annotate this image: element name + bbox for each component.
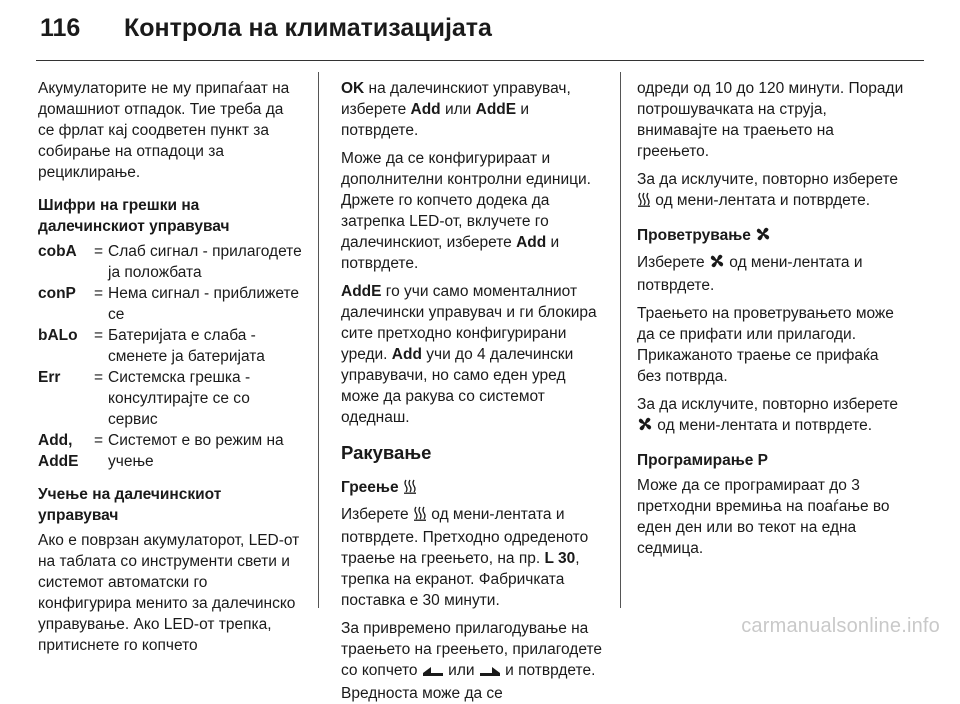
paragraph: Изберете од мени-лентата и потврдете. (637, 254, 863, 294)
paragraph: Траењето на проветрувањето може да се прифати или прилагоди. Прикажаното траење се прифаќа без потврда. (637, 305, 894, 385)
equals-sign: = (94, 432, 104, 449)
paragraph: одреди од 10 до 120 минути. Поради потрошувачката на струја, внимавајте на траењето на греењето. (637, 80, 904, 160)
equals-sign: = (94, 243, 104, 260)
table-row (38, 283, 303, 325)
error-description: Системска грешка - консултирајте се со сервис (108, 369, 251, 428)
adde-label: AddE (475, 101, 517, 118)
equals-sign: = (94, 285, 104, 302)
column-1 (38, 78, 303, 654)
remote-learning-heading: Учење на далечинскиот управувач (38, 486, 222, 524)
column-divider (318, 72, 319, 608)
heating-icon (413, 506, 427, 527)
error-code: Err (38, 369, 61, 386)
column-2 (341, 78, 606, 702)
error-code: bALo (38, 327, 78, 344)
equals-sign: = (94, 369, 104, 386)
handling-heading: Ракување (341, 442, 432, 463)
error-code: Add, AddE (38, 432, 79, 470)
paragraph: OK на далечинскиот управувач, изберете Add или AddE и потврдете. (341, 80, 571, 139)
ok-label: OK (341, 80, 365, 97)
table-row (38, 241, 303, 283)
error-code: cobA (38, 243, 77, 260)
watermark: carmanualsonline.info (741, 615, 940, 637)
duration-value: L 30 (544, 550, 576, 567)
paragraph: AddE го учи само моменталниот далечински управувач и ги блокира сите претходно конфигурирани уреди. Add учи до 4 далечински управувачи, но само еден уред може да ракува со системот одеднаш. (341, 283, 597, 426)
error-codes-heading: Шифри на грешки на далечинскиот управувач (38, 197, 230, 235)
adde-label: AddE (341, 283, 382, 300)
fan-icon (755, 226, 771, 248)
heating-icon (637, 192, 651, 213)
heating-icon (403, 479, 417, 500)
error-description: Нема сигнал - приближете се (108, 285, 300, 323)
add-label: Add (391, 346, 422, 363)
ventilation-heading: Проветрување (637, 225, 905, 248)
battery-disposal-text: Акумулаторите не му припаѓаат на домашниот отпадок. Тие треба да се фрлат кај соодветен пункт за собирање на отпадоци за рециклирање. (38, 80, 290, 181)
column-divider (620, 72, 621, 608)
arrow-right-icon (479, 662, 501, 683)
programming-heading: Програмирање P (637, 452, 769, 469)
page-title: Контрола на климатизацијата (124, 14, 492, 42)
equals-sign: = (94, 327, 104, 344)
paragraph: За привремено прилагодување на траењето на греењето, прилагодете со копчето или и потврдете. Вредноста може да се (341, 620, 602, 702)
arrow-left-icon (422, 662, 444, 683)
page-header (40, 14, 920, 48)
add-label: Add (410, 101, 441, 118)
paragraph: Може да се конфигурираат и дополнителни контролни единици. Држете го копчето додека да затрепка LED-от, вклучете го далечинскиот, изберете Add и потврдете. (341, 150, 591, 272)
paragraph: Изберете од мени-лентата и потврдете. Претходно одреденото траење на греењето, на пр. L 30, трепка на екранот. Фабричката поставка е 30 минути. (341, 506, 589, 609)
table-row (38, 325, 303, 367)
paragraph: Може да се програмираат до 3 претходни времиња на поаѓање во еден ден или во текот на една седмица. (637, 477, 890, 557)
add-label: Add (516, 234, 547, 251)
header-rule (36, 60, 924, 61)
error-description: Системот е во режим на учење (108, 432, 284, 470)
paragraph: За да исклучите, повторно изберете од мени-лентата и потврдете. (637, 169, 905, 213)
remote-learning-text: Ако е поврзан акумулаторот, LED-от на таблата со инструменти свети и системот автоматски го конфигурира менито за далечинско управување. Ако LED-от трепка, притиснете го копчето (38, 532, 300, 654)
fan-icon (709, 253, 725, 275)
error-codes-table (38, 241, 303, 472)
error-description: Батеријата е слаба - сменете ја батеријата (108, 327, 265, 365)
page-number: 116 (40, 14, 81, 42)
table-row (38, 430, 303, 472)
error-code: conP (38, 285, 76, 302)
column-3 (637, 78, 905, 612)
heating-heading: Греење (341, 477, 606, 500)
paragraph: За да исклучите, повторно изберете од мени-лентата и потврдете. (637, 394, 905, 438)
fan-icon (637, 416, 653, 438)
table-row (38, 367, 303, 430)
error-description: Слаб сигнал - прилагодете ја положбата (108, 243, 302, 281)
